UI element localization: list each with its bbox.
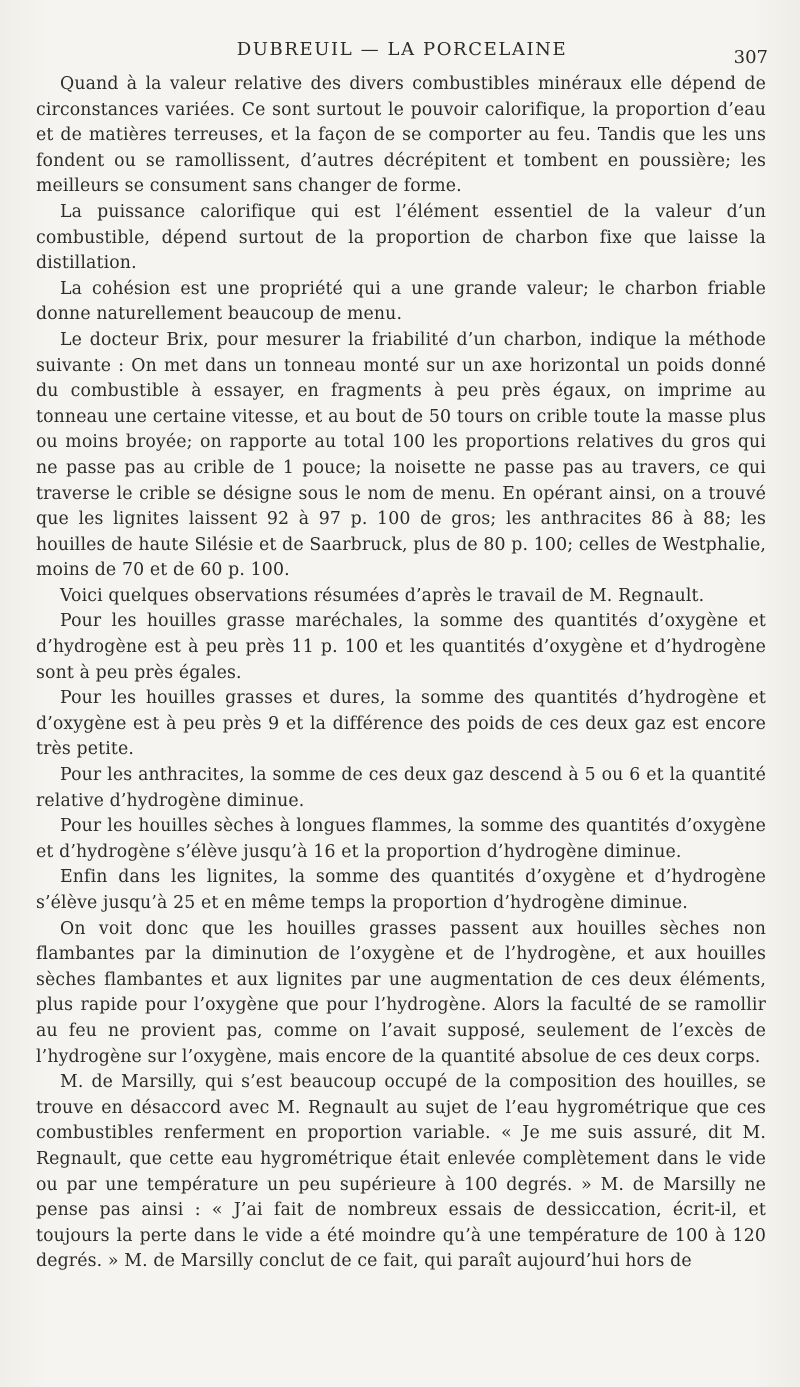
paragraph-7: Pour les houilles grasses et dures, la somme des quantités d’hydrogène et d’oxygène est à peu près 9 et la différence des poids de ces deux gaz est encore très petite. [36, 688, 766, 760]
paragraph-4: Le docteur Brix, pour mesurer la friabilité d’un charbon, indique la méthode suivante : On met dans un tonneau monté sur un axe horizontal un poids donné du combustible à essayer, en fragments à peu près égaux, on imprime au tonneau une certaine vitesse, et au bout de 50 tours on crible toute la masse plus ou moins broyée; on rapporte au total 100 les proportions relatives du gros qui ne passe pas au crible de 1 pouce; la noisette ne passe pas au travers, ce qui traverse le crible se désigne sous le nom de menu. En opérant ainsi, on a trouvé que les lignites laissent 92 à 97 p. 100 de gros; les anthracites 86 à 88; les houilles de haute Silésie et de Saarbruck, plus de 80 p. 100; celles de Westphalie, moins de 70 et de 60 p. 100. [36, 329, 766, 581]
paragraph-12: M. de Marsilly, qui s’est beaucoup occupé de la composition des houilles, se trouve en désaccord avec M. Regnault au sujet de l’eau hygrométrique que ces combustibles renferment en proportion variable. « Je me suis assuré, dit M. Regnault, que cette eau hygrométrique était enlevée complètement dans le vide ou par une température un peu supérieure à 100 degrés. » M. de Marsilly ne pense pas ainsi : « J’ai fait de nombreux essais de dessiccation, écrit-il, et toujours la perte dans le vide a été moindre qu’à une température de 100 à 120 degrés. » M. de Marsilly conclut de ce fait, qui paraît aujourd’hui hors de [36, 1072, 766, 1272]
paragraph-9: Pour les houilles sèches à longues flammes, la somme des quantités d’oxygène et d’hydrogène s’élève jusqu’à 16 et la proportion d’hydrogène diminue. [36, 816, 766, 862]
paragraph-5: Voici quelques observations résumées d’après le travail de M. Regnault. [60, 585, 705, 606]
page-header [36, 36, 768, 68]
paragraph-1: Quand à la valeur relative des divers combustibles minéraux elle dépend de circonstances variées. Ce sont surtout le pouvoir calorifique, la proportion d’eau et de matières terreuses, et la façon de se comporter au feu. Tandis que les uns fondent ou se ramollissent, d’autres décrépitent et tombent en poussière; les meilleurs se consument sans changer de forme. [36, 74, 766, 197]
paragraph-3: La cohésion est une propriété qui a une grande valeur; le charbon friable donne naturellement beaucoup de menu. [36, 278, 766, 325]
paragraph-2: La puissance calorifique qui est l’élément essentiel de la valeur d’un combustible, dépend surtout de la proportion de charbon fixe que laisse la distillation. [36, 201, 766, 274]
paragraph-6: Pour les houilles grasse maréchales, la somme des quantités d’oxygène et d’hydrogène est à peu près 11 p. 100 et les quantités d’oxygène et d’hydrogène sont à peu près égales. [36, 611, 766, 683]
page-number: 307 [733, 47, 768, 68]
page-body [36, 72, 766, 1275]
paragraph-8: Pour les anthracites, la somme de ces deux gaz descend à 5 ou 6 et la quantité relative d’hydrogène diminue. [36, 765, 766, 811]
paragraph-10: Enfin dans les lignites, la somme des quantités d’oxygène et d’hydrogène s’élève jusqu’à 25 et en même temps la proportion d’hydrogène diminue. [36, 867, 766, 913]
paragraph-11: On voit donc que les houilles grasses passent aux houilles sèches non flambantes par la diminution de l’oxygène et de l’hydrogène, et aux houilles sèches flambantes et aux lignites par une augmentation de ces deux éléments, plus rapide pour l’oxygène que pour l’hydrogène. Alors la faculté de se ramollir au feu ne provient pas, comme on l’avait supposé, seulement de l’excès de l’hydrogène sur l’oxygène, mais encore de la quantité absolue de ces deux corps. [36, 918, 766, 1067]
running-head: DUBREUIL — LA PORCELAINE [236, 39, 568, 60]
